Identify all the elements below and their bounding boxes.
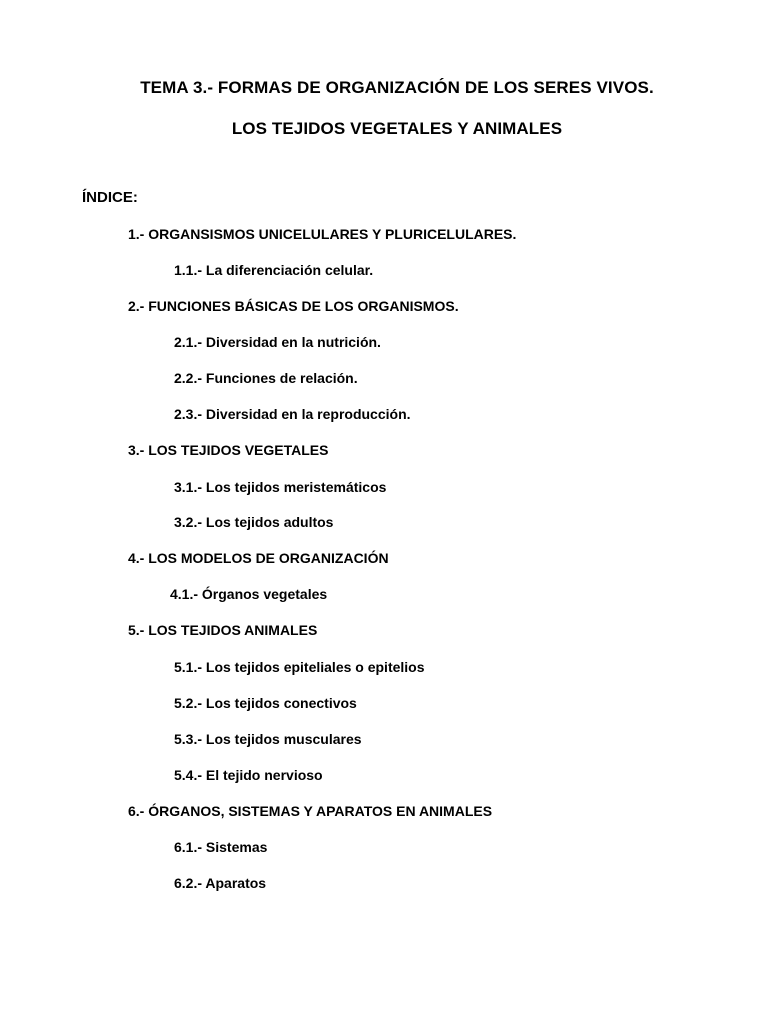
index-heading: ÍNDICE: <box>82 189 138 206</box>
document-subtitle: LOS TEJIDOS VEGETALES Y ANIMALES <box>231 119 563 138</box>
index-section-2: 2.- FUNCIONES BÁSICAS DE LOS ORGANISMOS. <box>128 298 459 314</box>
index-subsection-6-1: 6.1.- Sistemas <box>174 839 268 855</box>
document-title: TEMA 3.- FORMAS DE ORGANIZACIÓN DE LOS SERES VIVOS. <box>140 78 654 97</box>
index-subsection-5-2: 5.2.- Los tejidos conectivos <box>174 695 357 711</box>
index-subsection-6-2: 6.2.- Aparatos <box>174 875 267 891</box>
index-subsection-1-1: 1.1.- La diferenciación celular. <box>174 262 374 278</box>
index-subsection-2-2: 2.2.- Funciones de relación. <box>174 370 358 386</box>
index-subsection-3-2: 3.2.- Los tejidos adultos <box>174 514 334 530</box>
index-subsection-2-1: 2.1.- Diversidad en la nutrición. <box>174 334 381 350</box>
index-subsection-5-3: 5.3.- Los tejidos musculares <box>174 731 362 747</box>
index-subsection-2-3: 2.3.- Diversidad en la reproducción. <box>174 406 411 422</box>
index-section-1: 1.- ORGANSISMOS UNICELULARES Y PLURICELULARES. <box>128 226 517 242</box>
index-subsection-4-1: 4.1.- Órganos vegetales <box>170 586 328 602</box>
index-section-5: 5.- LOS TEJIDOS ANIMALES <box>128 622 318 638</box>
index-section-4: 4.- LOS MODELOS DE ORGANIZACIÓN <box>128 550 389 566</box>
index-subsection-5-4: 5.4.- El tejido nervioso <box>174 767 323 783</box>
index-subsection-5-1: 5.1.- Los tejidos epiteliales o epitelios <box>174 659 425 675</box>
index-subsection-3-1: 3.1.- Los tejidos meristemáticos <box>174 479 387 495</box>
index-section-6: 6.- ÓRGANOS, SISTEMAS Y APARATOS EN ANIMALES <box>128 803 493 819</box>
index-section-3: 3.- LOS TEJIDOS VEGETALES <box>128 442 329 458</box>
